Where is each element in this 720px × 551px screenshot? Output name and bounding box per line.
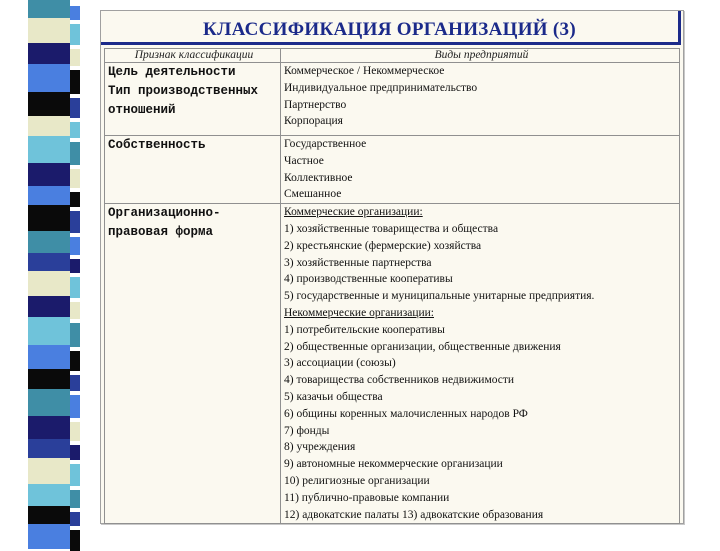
- stripe-segment: [28, 136, 70, 163]
- stripe-segment: [70, 259, 80, 273]
- stripe-segment: [70, 302, 80, 319]
- types-cell: [281, 136, 680, 204]
- type-item: 7) фонды: [284, 424, 330, 437]
- stripe-segment: [70, 375, 80, 391]
- stripe-segment: [70, 351, 80, 371]
- classification-table: [104, 48, 680, 524]
- criterion-label: Цель деятельности: [108, 65, 236, 79]
- criterion-label: Собственность: [108, 138, 206, 152]
- criterion-cell: [105, 63, 281, 136]
- section-heading: Некоммерческие организации:: [284, 306, 434, 319]
- title-bar: [101, 11, 681, 45]
- header-types: Виды предприятий: [281, 49, 680, 63]
- type-item: 1) потребительские кооперативы: [284, 323, 445, 336]
- slide-frame: [100, 10, 684, 524]
- stripe-segment: [28, 369, 70, 389]
- stripe-segment: [70, 49, 80, 66]
- header-criterion: Признак классификации: [105, 49, 281, 63]
- stripe-segment: [28, 205, 70, 231]
- stripe-segment: [70, 142, 80, 165]
- stripe-segment: [28, 416, 70, 439]
- type-item: Смешанное: [284, 188, 342, 201]
- stripe-segment: [70, 169, 80, 188]
- stripe-segment: [28, 439, 70, 458]
- stripe-segment: [28, 296, 70, 317]
- stripe-segment: [70, 70, 80, 94]
- type-item: 4) товарищества собственников недвижимости: [284, 374, 515, 387]
- type-item: Коммерческое / Некоммерческое: [284, 65, 445, 77]
- table-header-row: [105, 49, 680, 63]
- type-item: Партнерство: [284, 98, 347, 111]
- stripe-segment: [28, 186, 70, 205]
- type-item: Корпорация: [284, 115, 343, 128]
- type-item: 11) публично-правовые компании: [284, 491, 450, 504]
- type-item: 2) общественные организации, общественные движения: [284, 340, 561, 353]
- page-title: КЛАССИФИКАЦИЯ ОРГАНИЗАЦИЙ (3): [203, 19, 576, 40]
- type-item: 10) религиозные организации: [284, 474, 430, 487]
- stripe-segment: [70, 490, 80, 508]
- type-item: Коллективное: [284, 171, 353, 184]
- type-item: 6) общины коренных малочисленных народов РФ: [284, 407, 528, 420]
- type-item: 3) хозяйственные партнерства: [284, 256, 432, 269]
- criterion-label: правовая форма: [108, 225, 214, 240]
- stripe-segment: [28, 506, 70, 524]
- stripe-segment: [70, 98, 80, 118]
- table-row: [105, 63, 680, 136]
- stripe-segment: [28, 64, 70, 92]
- stripe-segment: [28, 231, 70, 253]
- decorative-stripe-bar: [28, 0, 70, 540]
- criterion-cell: [105, 204, 281, 524]
- type-item: 12) адвокатские палаты 13) адвокатские образования: [284, 508, 544, 521]
- table-row: [105, 136, 680, 204]
- type-item: 9) автономные некоммерческие организации: [284, 458, 503, 471]
- criterion-label: Организационно-: [108, 206, 221, 221]
- criterion-cell: [105, 136, 281, 204]
- type-item: 2) крестьянские (фермерские) хозяйства: [284, 239, 482, 252]
- stripe-segment: [70, 6, 80, 20]
- type-item: 8) учреждения: [284, 441, 356, 454]
- stripe-segment: [70, 512, 80, 526]
- type-item: 5) государственные и муниципальные унитарные предприятия.: [284, 290, 595, 303]
- type-item: 3) ассоциации (союзы): [284, 357, 396, 370]
- stripe-segment: [28, 458, 70, 484]
- table-row: [105, 204, 680, 524]
- stripe-segment: [70, 24, 80, 45]
- types-cell: [281, 204, 680, 524]
- stripe-segment: [70, 530, 80, 551]
- types-cell: [281, 63, 680, 136]
- type-item: Государственное: [284, 138, 367, 150]
- stripe-segment: [28, 43, 70, 64]
- criterion-label: Тип производственных отношений: [108, 84, 259, 117]
- stripe-segment: [70, 211, 80, 233]
- stripe-segment: [28, 389, 70, 416]
- stripe-segment: [28, 163, 70, 186]
- stripe-segment: [28, 92, 70, 116]
- stripe-segment: [70, 395, 80, 418]
- stripe-segment: [28, 484, 70, 506]
- stripe-segment: [70, 277, 80, 298]
- stripe-segment: [28, 271, 70, 296]
- stripe-segment: [28, 116, 70, 136]
- stripe-segment: [28, 317, 70, 345]
- stripe-segment: [28, 18, 70, 43]
- stripe-segment: [70, 445, 80, 460]
- stripe-segment: [70, 237, 80, 255]
- type-item: Индивидуальное предпринимательство: [284, 81, 478, 94]
- type-item: 5) казачьи общества: [284, 390, 383, 403]
- type-item: 4) производственные кооперативы: [284, 273, 453, 286]
- stripe-segment: [70, 464, 80, 486]
- stripe-segment: [28, 524, 70, 549]
- stripe-segment: [70, 323, 80, 347]
- stripe-segment: [70, 192, 80, 207]
- type-item: Частное: [284, 154, 324, 167]
- type-item: 1) хозяйственные товарищества и общества: [284, 222, 499, 235]
- section-heading: Коммерческие организации:: [284, 206, 423, 219]
- stripe-segment: [28, 253, 70, 271]
- stripe-segment: [70, 122, 80, 138]
- stripe-segment: [28, 0, 70, 18]
- stripe-segment: [70, 422, 80, 441]
- stripe-segment: [28, 345, 70, 369]
